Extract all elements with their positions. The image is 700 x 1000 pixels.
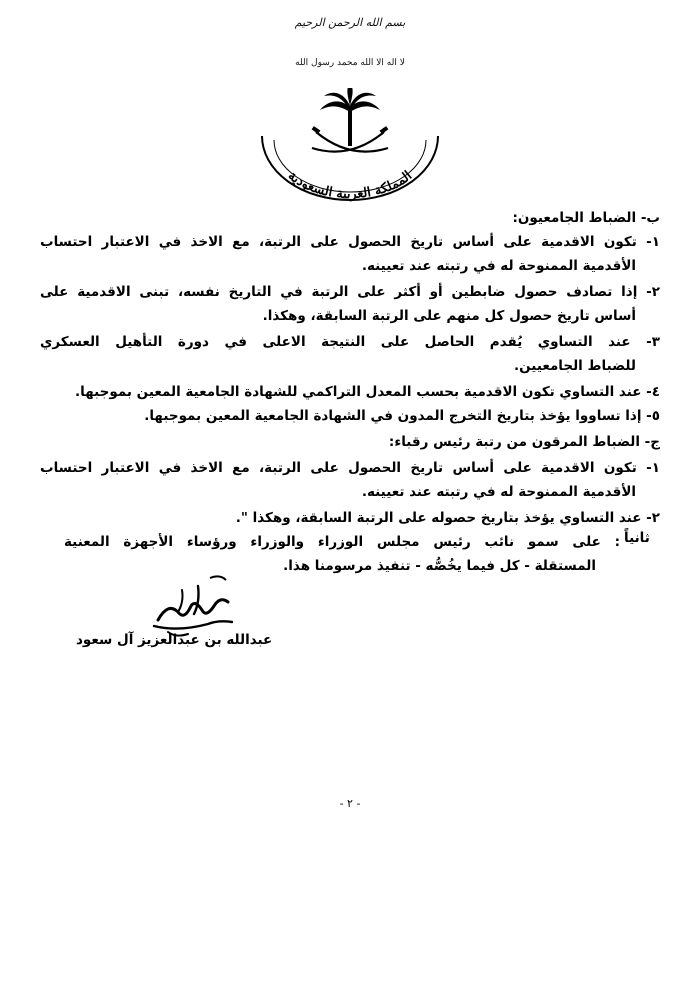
j-item-1-line-1: ١- تكون الاقدمية على أساس تاريخ الحصول على الرتبة، مع الاخذ في الاعتبار احتساب: [40, 460, 660, 476]
j-item-2: ٢- عند التساوي يؤخذ بتاريخ حصوله على الرتبة السابقة، وهكذا ".: [235, 510, 660, 526]
palm-tree-icon: [320, 88, 380, 146]
b-item-3-line-2: للضباط الجامعيين.: [514, 358, 636, 374]
signer-name: عبدالله بن عبدالعزيز آل سعود: [76, 632, 273, 648]
page-number: - ٢ -: [339, 797, 361, 810]
b-item-5: ٥- إذا تساووا يؤخذ بتاريخ التخرج المدون في الشهادة الجامعية المعين بموجبها.: [144, 408, 660, 424]
b-item-1-line-2: الأقدمية الممنوحة له في رتبته عند تعيينه.: [361, 258, 636, 274]
j-item-1-line-2: الأقدمية الممنوحة له في رتبته عند تعيينه.: [361, 484, 636, 500]
section-j-heading: ج- الضباط المرقون من رتبة رئيس رقباء:: [388, 434, 660, 450]
basmala: بسم الله الرحمن الرحيم: [294, 16, 406, 29]
thanian-label: ثانياً: [624, 530, 650, 546]
b-item-1-line-1: ١- تكون الاقدمية على أساس تاريخ الحصول على الرتبة، مع الاخذ في الاعتبار احتساب: [40, 234, 660, 250]
emblem-text: المملكة العربية السعودية: [284, 168, 416, 203]
b-item-2-line-1: ٢- إذا تصادف حصول ضابطين أو أكثر على الرتبة في التاريخ نفسه، تبنى الاقدمية على: [40, 284, 660, 300]
section-b-heading: ب- الضباط الجامعيون:: [512, 210, 660, 226]
svg-text:المملكة العربية السعودية: [285, 168, 415, 202]
b-item-3-line-1: ٣- عند التساوي يُقدم الحاصل على النتيجة الاعلى في دورة التأهيل العسكري: [40, 334, 660, 350]
shahada: لا اله الا الله محمد رسول الله: [295, 58, 405, 68]
b-item-4: ٤- عند التساوي تكون الاقدمية بحسب المعدل التراكمي للشهادة الجامعية المعين بموجبها.: [75, 384, 660, 400]
b-item-2-line-2: أساس تاريخ حصول كل منهم على الرتبة السابقة، وهكذا.: [262, 308, 636, 324]
thanian-line-1: : على سمو نائب رئيس مجلس الوزراء والوزراء ورؤساء الأجهزة المعنية: [64, 534, 620, 550]
thanian-line-2: المستقلة - كل فيما يخُصُّه - تنفيذ مرسومنا هذا.: [283, 558, 596, 574]
saudi-emblem-icon: [252, 88, 448, 208]
